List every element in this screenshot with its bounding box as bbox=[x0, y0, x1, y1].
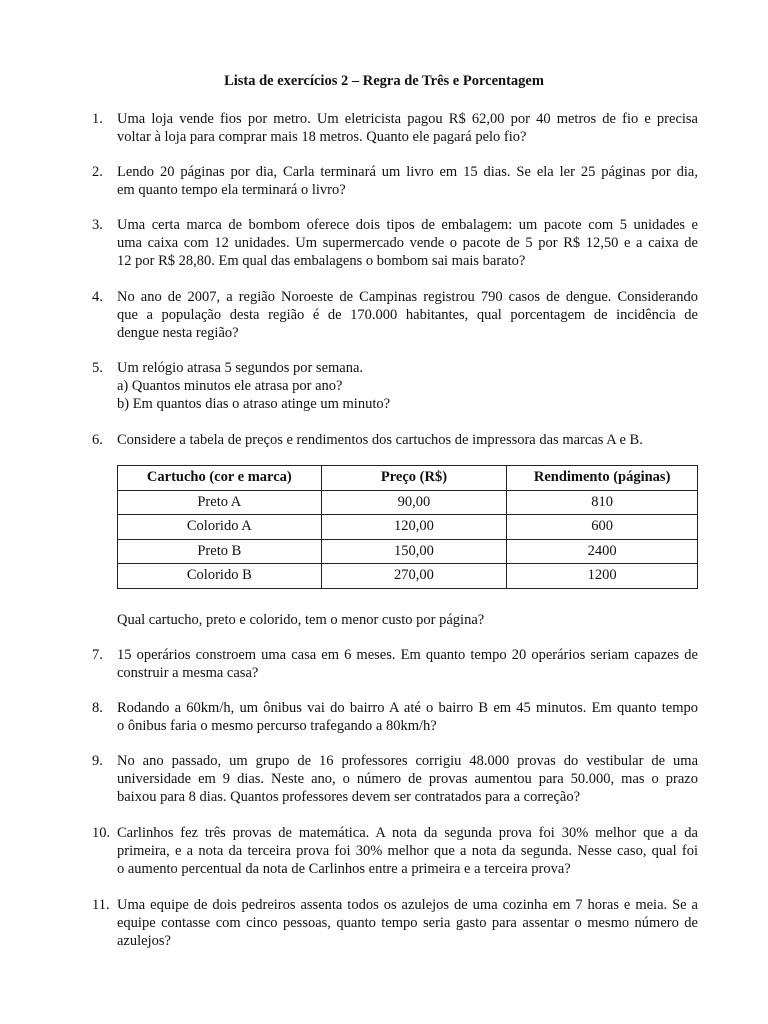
question-line: No ano de 2007, a região Noroeste de Campinas registrou 790 casos de dengue. Considerando bbox=[117, 289, 698, 305]
question-2 bbox=[92, 163, 698, 199]
question-line: primeira, e a nota da terceira prova foi 30% melhor que a nota da segunda. Nesse caso, qual foi bbox=[117, 843, 698, 860]
question-number: 11. bbox=[92, 897, 110, 913]
table-cell: Preto B bbox=[118, 539, 322, 564]
question-number: 10. bbox=[92, 825, 111, 841]
question-3 bbox=[92, 216, 698, 271]
question-line: Carlinhos fez três provas de matemática. A nota da segunda prova foi 30% melhor que a da bbox=[117, 825, 698, 841]
table-cell: 150,00 bbox=[321, 539, 507, 564]
table-row bbox=[118, 539, 698, 564]
question-line: 12 por R$ 28,80. Em qual das embalagens o bombom sai mais barato? bbox=[117, 253, 526, 270]
table-cell: 2400 bbox=[507, 539, 698, 564]
question-line: equipe contasse com cinco pessoas, quanto tempo seria gasto para assentar o mesmo número de bbox=[117, 915, 698, 932]
question-line: Uma certa marca de bombom oferece dois tipos de embalagem: um pacote com 5 unidades e bbox=[117, 217, 698, 233]
question-line: o ônibus faria o mesmo percurso trafegando a 80km/h? bbox=[117, 718, 437, 735]
question-line: Uma equipe de dois pedreiros assenta todos os azulejos de uma cozinha em 7 horas e meia. Se a bbox=[117, 897, 698, 913]
question-5 bbox=[92, 359, 698, 414]
question-9 bbox=[92, 752, 698, 807]
table-cell: 120,00 bbox=[321, 515, 507, 540]
question-line: dengue nesta região? bbox=[117, 325, 239, 342]
question-number: 1. bbox=[92, 111, 103, 127]
table-header-cell: Preço (R$) bbox=[321, 466, 507, 491]
question-line: Rodando a 60km/h, um ônibus vai do bairro A até o bairro B em 45 minutos. Em quanto tempo bbox=[117, 700, 698, 716]
question-line: azulejos? bbox=[117, 933, 171, 950]
question-text bbox=[117, 896, 698, 951]
question-text bbox=[117, 752, 698, 807]
question-text bbox=[117, 359, 698, 414]
table-cell: Colorido B bbox=[118, 564, 322, 589]
question-text bbox=[117, 216, 698, 271]
table-cell: 810 bbox=[507, 490, 698, 515]
table-header-cell: Cartucho (cor e marca) bbox=[118, 466, 322, 491]
question-line: b) Em quantos dias o atraso atinge um minuto? bbox=[117, 396, 391, 413]
question-line: universidade em 9 dias. Neste ano, o número de provas aumentou para 50.000, mas o prazo bbox=[117, 771, 698, 788]
question-line: o aumento percentual da nota de Carlinhos entre a primeira e a terceira prova? bbox=[117, 861, 571, 878]
question-text bbox=[117, 824, 698, 879]
question-line: construir a mesma casa? bbox=[117, 665, 259, 682]
question-line: Um relógio atrasa 5 segundos por semana. bbox=[117, 360, 364, 376]
question-7 bbox=[92, 646, 698, 682]
question-line: Uma loja vende fios por metro. Um eletricista pagou R$ 62,00 por 40 metros de fio e precisa bbox=[117, 111, 698, 127]
question-line: a) Quantos minutos ele atrasa por ano? bbox=[117, 378, 343, 395]
question-line: 15 operários constroem uma casa em 6 meses. Em quanto tempo 20 operários seriam capazes de bbox=[117, 647, 698, 663]
question-11 bbox=[92, 896, 698, 951]
question-number: 5. bbox=[92, 360, 103, 376]
question-number: 8. bbox=[92, 700, 103, 716]
table-cell: 1200 bbox=[507, 564, 698, 589]
question-number: 3. bbox=[92, 217, 103, 233]
question-text bbox=[117, 163, 698, 199]
table-row bbox=[118, 564, 698, 589]
question-number: 2. bbox=[92, 164, 103, 180]
table-cell: 600 bbox=[507, 515, 698, 540]
question-text bbox=[117, 431, 698, 449]
table-cell: 90,00 bbox=[321, 490, 507, 515]
table-row bbox=[118, 490, 698, 515]
table-cell: 270,00 bbox=[321, 564, 507, 589]
question-1 bbox=[92, 110, 698, 146]
question-number: 4. bbox=[92, 289, 103, 305]
question-4 bbox=[92, 288, 698, 343]
cartridge-table bbox=[117, 465, 698, 589]
table-row bbox=[118, 515, 698, 540]
question-line: que a população desta região é de 170.000 habitantes, qual porcentagem de incidência de bbox=[117, 307, 698, 324]
question-line: Lendo 20 páginas por dia, Carla terminará um livro em 15 dias. Se ela ler 25 páginas por dia, bbox=[117, 164, 698, 180]
table-cell: Colorido A bbox=[118, 515, 322, 540]
question-line: voltar à loja para comprar mais 18 metros. Quanto ele pagará pelo fio? bbox=[117, 129, 527, 146]
question-text bbox=[117, 699, 698, 735]
question-line: baixou para 8 dias. Quantos professores devem ser contratados para a correção? bbox=[117, 789, 581, 806]
question-10 bbox=[92, 824, 698, 879]
table-header-row bbox=[118, 466, 698, 491]
question-text bbox=[117, 110, 698, 146]
question-line: Considere a tabela de preços e rendimentos dos cartuchos de impressora das marcas A e B. bbox=[117, 432, 643, 448]
question-text bbox=[117, 288, 698, 343]
question-line: em quanto tempo ela terminará o livro? bbox=[117, 182, 346, 199]
page-title: Lista de exercícios 2 – Regra de Três e Porcentagem bbox=[224, 73, 544, 89]
table-cell: Preto A bbox=[118, 490, 322, 515]
table-header-cell: Rendimento (páginas) bbox=[507, 466, 698, 491]
question-8 bbox=[92, 699, 698, 735]
question-line: No ano passado, um grupo de 16 professores corrigiu 48.000 provas do vestibular de uma bbox=[117, 753, 698, 769]
question-followup: Qual cartucho, preto e colorido, tem o menor custo por página? bbox=[117, 612, 485, 629]
question-text bbox=[117, 646, 698, 682]
question-number: 9. bbox=[92, 753, 103, 769]
question-number: 6. bbox=[92, 432, 103, 448]
question-number: 7. bbox=[92, 647, 103, 663]
question-line: uma caixa com 12 unidades. Um supermercado vende o pacote de 5 por R$ 12,50 e a caixa de bbox=[117, 235, 698, 252]
